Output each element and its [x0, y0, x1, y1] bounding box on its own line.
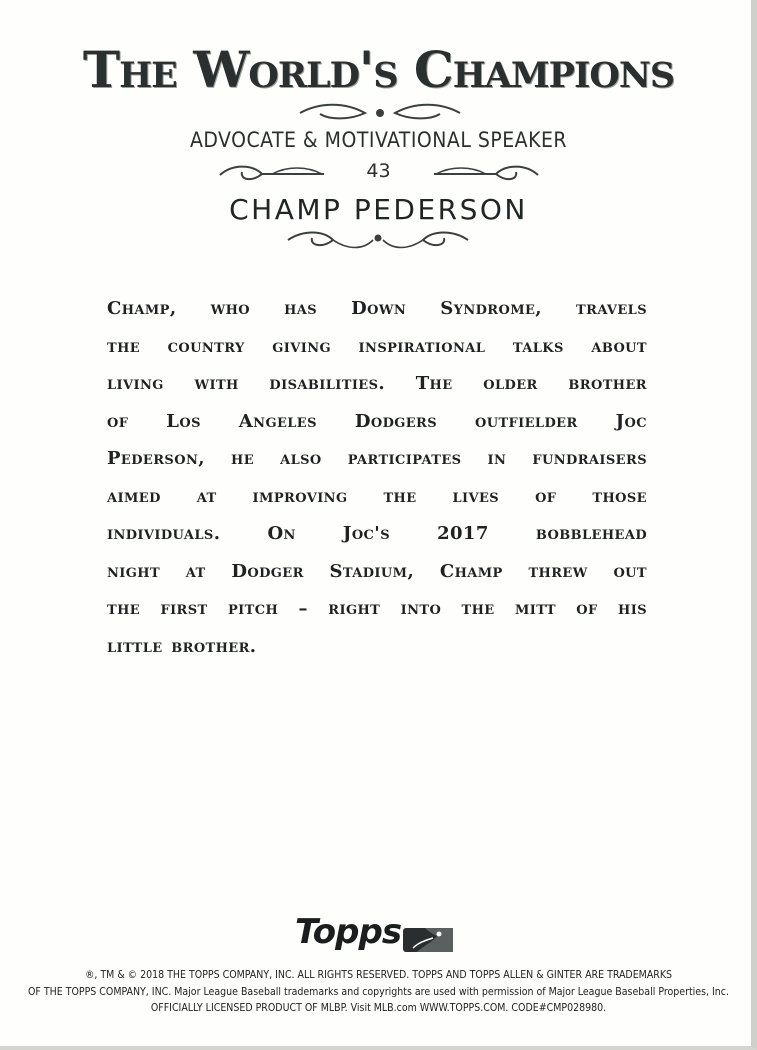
flourish-bottom-ornament — [278, 226, 478, 254]
legal-line: ®, TM & © 2018 THE TOPPS COMPANY, INC. ALL RIGHTS RESERVED. TOPPS AND TOPPS ALLEN & GINTER ARE TRADEMARKS — [84, 969, 673, 981]
card-number: 43 — [366, 160, 391, 182]
topps-logo: Topps — [295, 912, 402, 952]
bio-line: the first pitch – right into the mitt of his — [107, 598, 647, 619]
player-name: CHAMP PEDERSON — [229, 193, 528, 226]
flourish-right-ornament — [426, 160, 546, 188]
card-subtitle: ADVOCATE & MOTIVATIONAL SPEAKER — [189, 128, 568, 152]
series-title: The World's Champions — [82, 40, 675, 99]
flourish-top-ornament — [290, 100, 470, 126]
bio-line: the country giving inspirational talks about — [107, 335, 647, 357]
bio-line: night at Dodger Stadium, Champ threw out — [107, 560, 647, 582]
legal-text — [0, 967, 757, 1017]
bio-line: individuals. On Joc's 2017 bobblehead — [107, 523, 647, 544]
legal-line: OFFICIALLY LICENSED PRODUCT OF MLBP. Visit MLB.com WWW.TOPPS.COM. CODE#CMP028980. — [150, 1002, 607, 1014]
bio-line: living with disabilities. The older brother — [107, 373, 647, 394]
bio-line: little brother. — [107, 635, 257, 657]
bio-line: aimed at improving the lives of those — [107, 485, 647, 507]
mlb-logo-icon — [403, 928, 453, 952]
bio-text — [107, 290, 647, 665]
bio-line: Pederson, he also participates in fundraisers — [107, 448, 647, 469]
legal-line: OF THE TOPPS COMPANY, INC. Major League Baseball trademarks and copyrights are used with permission of Major League Baseball Properties, Inc. — [28, 985, 729, 998]
bio-line: of Los Angeles Dodgers outfielder Joc — [107, 410, 647, 432]
footer-logos — [0, 912, 757, 952]
bio-line: Champ, who has Down Syndrome, travels — [107, 298, 647, 319]
